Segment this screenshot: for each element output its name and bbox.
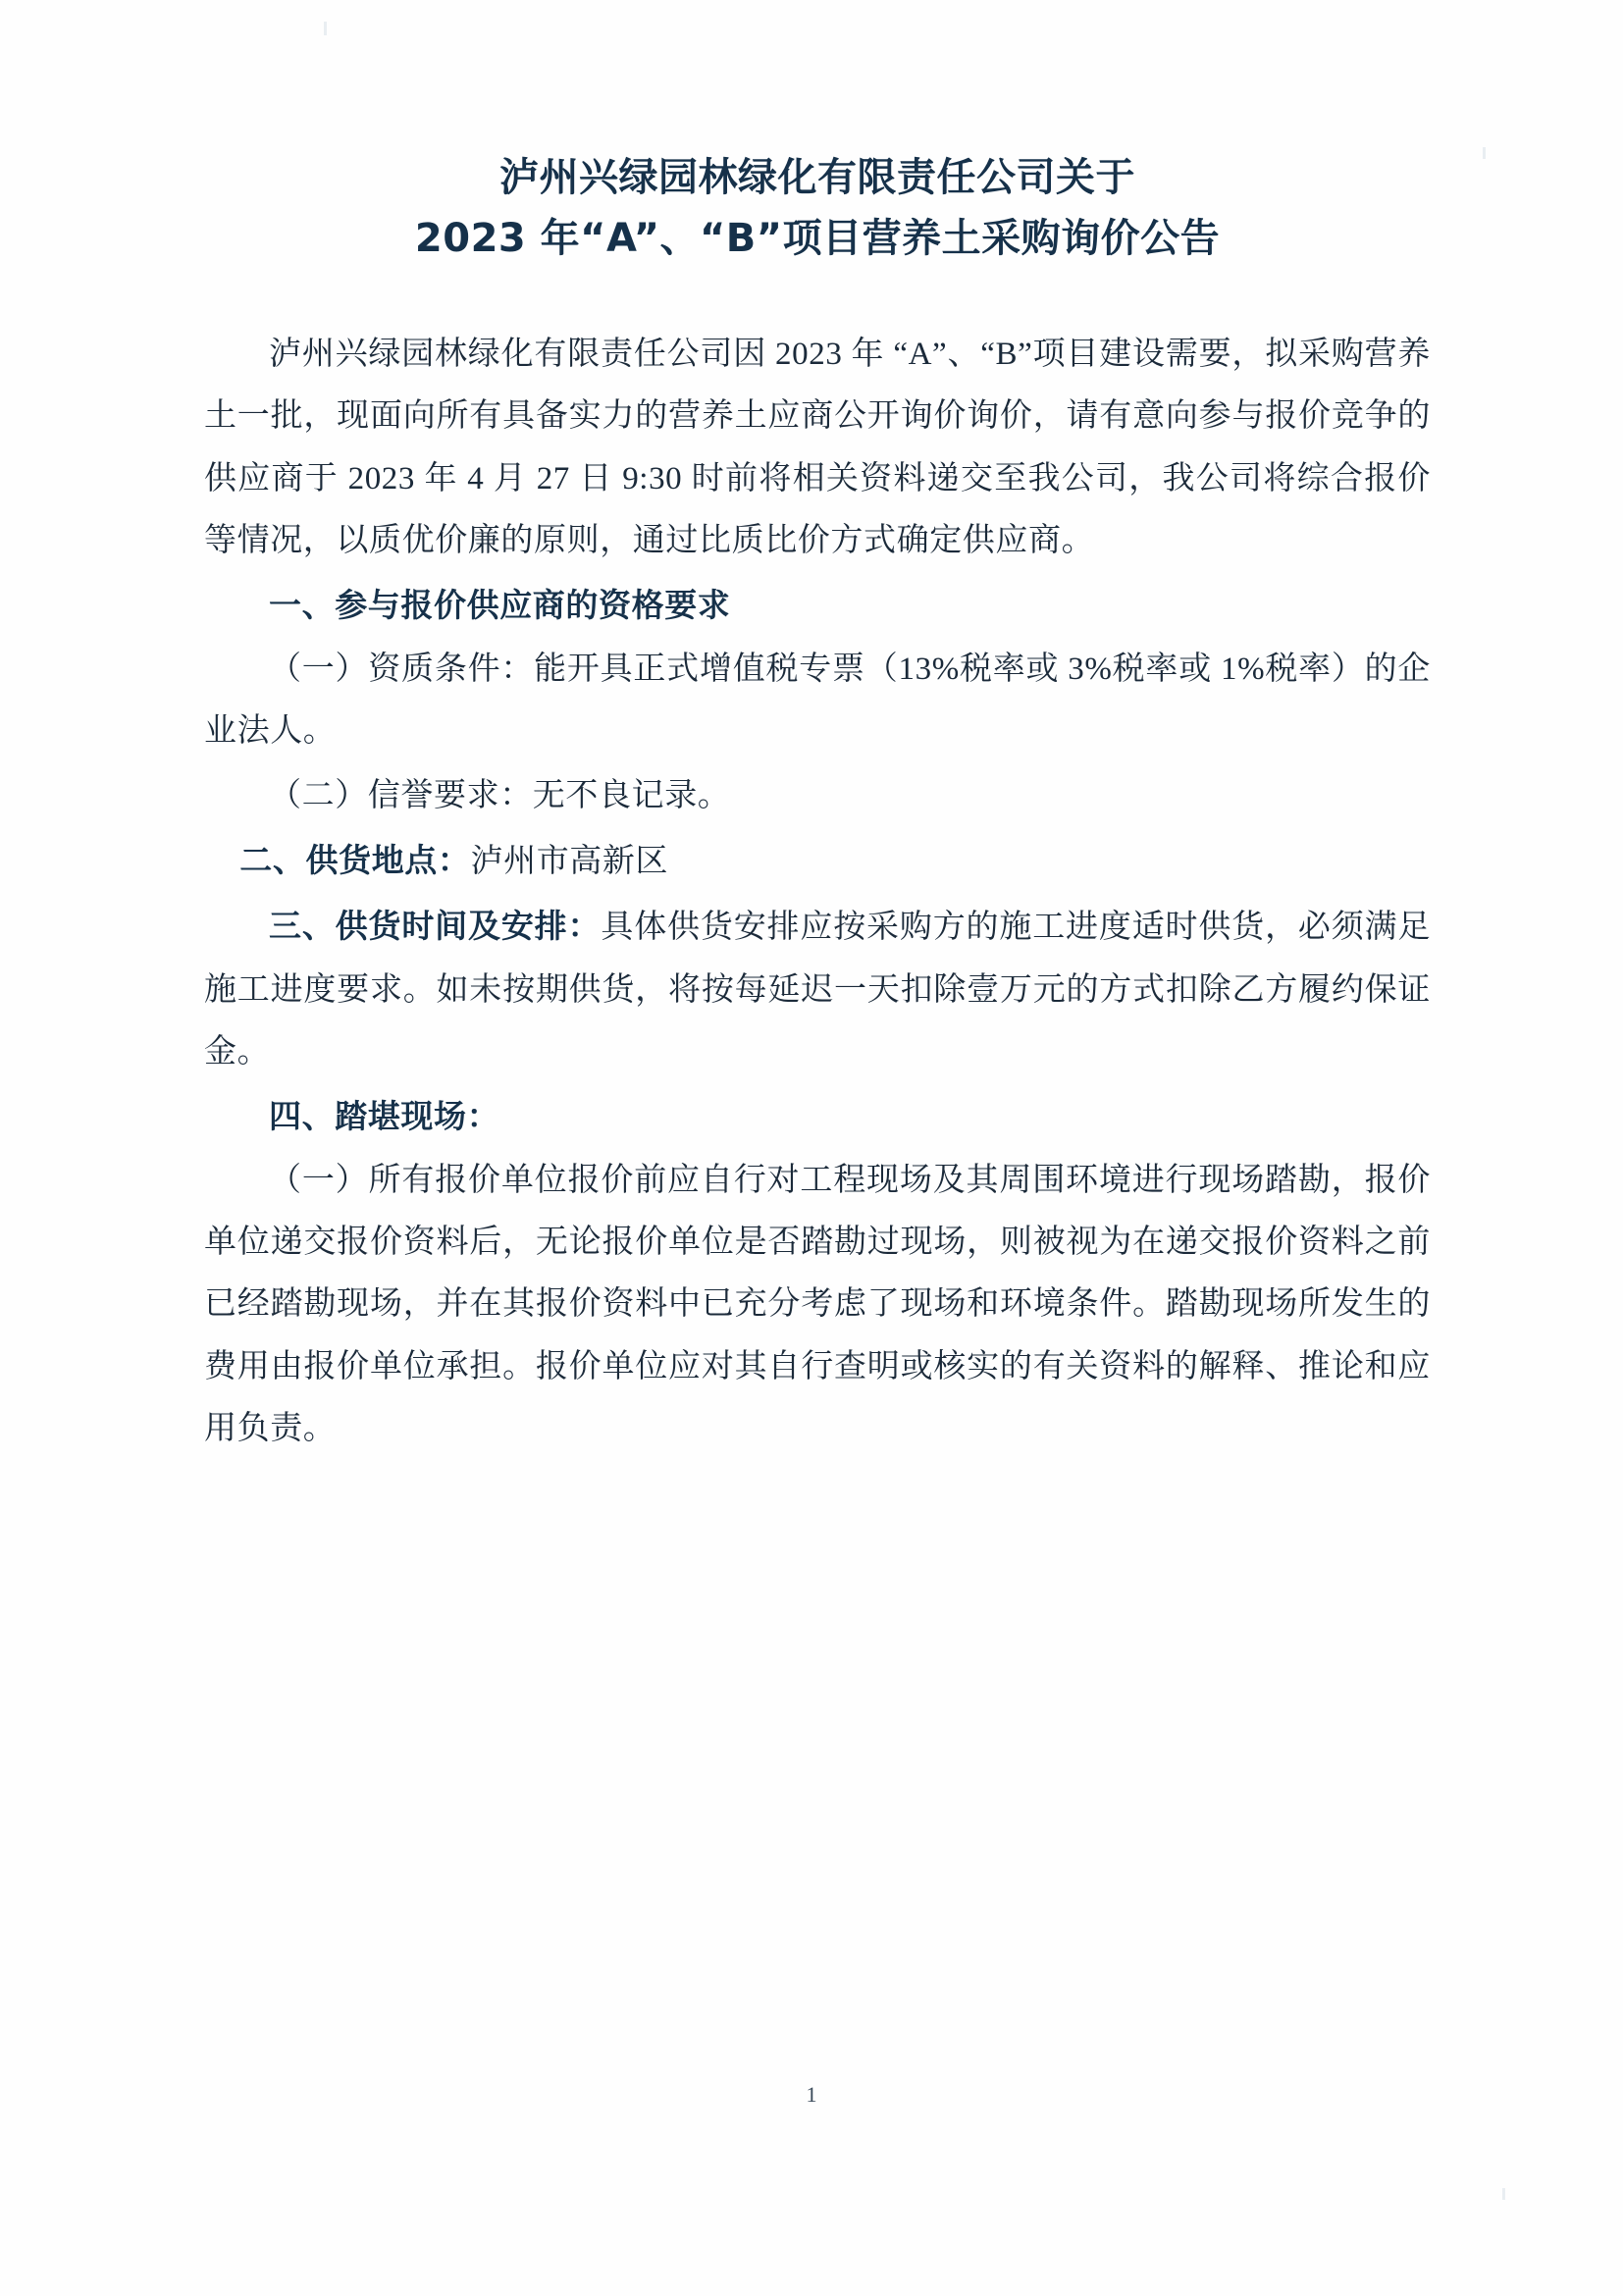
intro-paragraph: 泸州兴绿园林绿化有限责任公司因 2023 年 “A”、“B”项目建设需要，拟采购营养土一批，现面向所有具备实力的营养土应商公开询价询价，请有意向参与报价竞争的供应商于 2023 年 4 月 27 日 9:30 时前将相关资料递交至我公司，我公司将综合报价等情况，以质优价廉的原则，通过比质比价方式确定供应商。 [204, 337, 1431, 559]
scan-artifact-top-left [324, 22, 327, 35]
document-title-line-1: 泸州兴绿园林绿化有限责任公司关于 [499, 155, 1135, 200]
document-content [204, 324, 1431, 1460]
section-two-text: 泸州市高新区 [470, 843, 669, 879]
section-one-item-2: （二）信誉要求：无不良记录。 [269, 777, 731, 813]
section-one-heading: 一、参与报价供应商的资格要求 [269, 586, 731, 625]
section-two-lead: 二、供货地点： [239, 840, 471, 879]
section-three-text: 具体供货安排应按采购方的施工进度适时供货，必须满足施工进度要求。如未按期供货，将按每延迟一天扣除壹万元的方式扣除乙方履约保证金。 [204, 910, 1432, 1070]
scan-artifact-top-right [1483, 147, 1486, 159]
scan-artifact-bottom-right [1502, 2188, 1505, 2200]
document-body [204, 147, 1431, 1462]
page-number: 1 [806, 2082, 817, 2107]
section-three-line [204, 895, 1431, 1083]
section-four-heading: 四、踏堪现场： [269, 1097, 500, 1136]
section-two-line [204, 829, 1431, 893]
section-three-lead: 三、供货时间及安排： [269, 907, 602, 946]
section-four-item-1: （一）所有报价单位报价前应自行对工程现场及其周围环境进行现场踏勘，报价单位递交报价资料后，无论报价单位是否踏勘过现场，则被视为在递交报价资料之前已经踏勘现场，并在其报价资料中已充分考虑了现场和环境条件。踏勘现场所发生的费用由报价单位承担。报价单位应对其自行查明或核实的有关资料的解释、推论和应用负责。 [204, 1162, 1431, 1447]
document-title [204, 147, 1431, 269]
section-one-item-1: （一）资质条件：能开具正式增值税专票（13%税率或 3%税率或 1%税率）的企业法人。 [204, 651, 1431, 750]
document-title-line-2: 2023 年“A”、“B”项目营养土采购询价公告 [414, 216, 1221, 261]
